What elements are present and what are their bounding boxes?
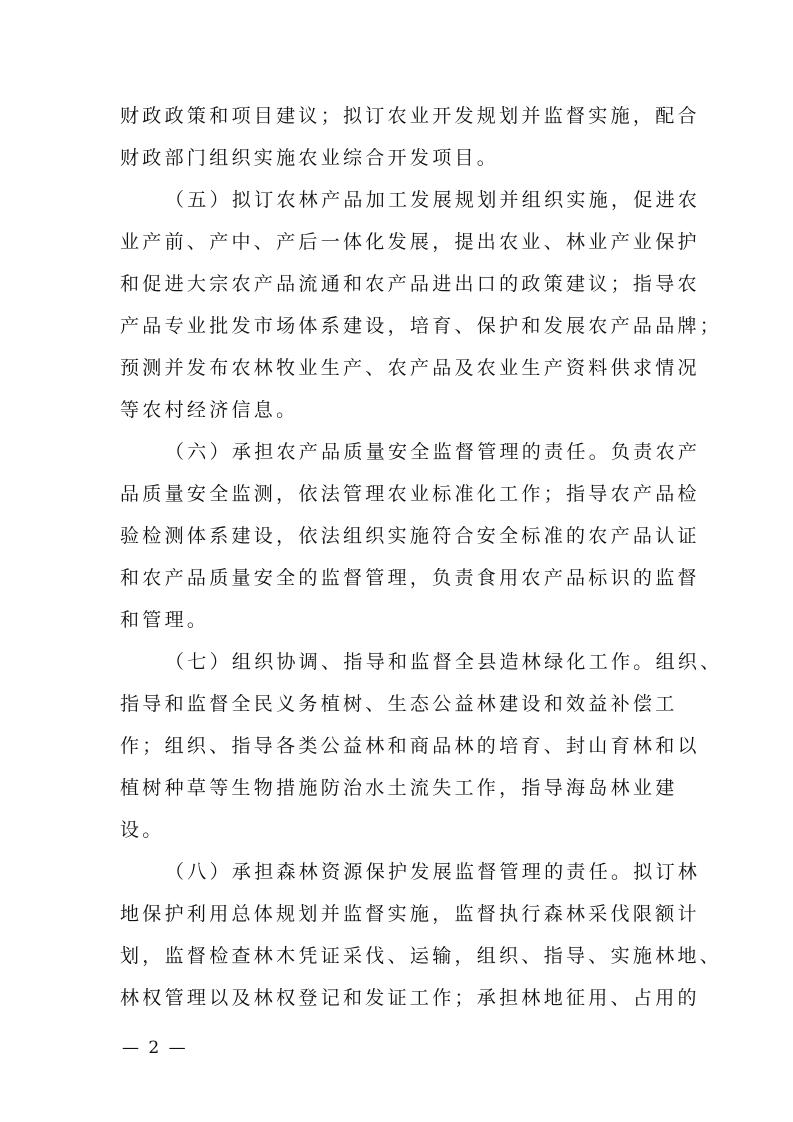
body-text-line: 林权管理以及林权登记和发证工作；承担林地征用、占用的	[120, 987, 700, 1009]
body-text-line: 预测并发布农林牧业生产、农产品及农业生产资料供求情况	[120, 357, 700, 379]
body-text-line: 品质量安全监测，依法管理农业标准化工作；指导农产品检	[120, 483, 700, 505]
body-text-line: 和管理。	[120, 609, 210, 631]
section-seven-heading-line: （七）组织协调、指导和监督全县造林绿化工作。组织、	[165, 651, 723, 673]
body-text-line: 植树种草等生物措施防治水土流失工作，指导海岛林业建	[120, 777, 678, 799]
body-text-line: 设。	[120, 819, 165, 841]
section-six-heading-line: （六）承担农产品质量安全监督管理的责任。负责农产	[165, 441, 701, 463]
body-text-line: 验检测体系建设，依法组织实施符合安全标准的农产品认证	[120, 525, 700, 547]
page-number: — 2 —	[122, 1038, 188, 1058]
body-text-line: 和促进大宗农产品流通和农产品进出口的政策建议；指导农	[120, 273, 700, 295]
body-text-line: 财政政策和项目建议；拟订农业开发规划并监督实施，配合	[120, 105, 700, 127]
body-text-line: 财政部门组织实施农业综合开发项目。	[120, 147, 500, 169]
section-eight-heading-line: （八）承担森林资源保护发展监督管理的责任。拟订林	[165, 861, 701, 883]
body-text-line: 产品专业批发市场体系建设，培育、保护和发展农产品品牌；	[120, 315, 723, 337]
body-text-line: 等农村经济信息。	[120, 399, 299, 421]
body-text-line: 划，监督检查林木凭证采伐、运输，组织、指导、实施林地、	[120, 945, 723, 967]
body-text-line: 作；组织、指导各类公益林和商品林的培育、封山育林和以	[120, 735, 700, 757]
body-text-line: 地保护利用总体规划并监督实施，监督执行森林采伐限额计	[120, 903, 700, 925]
section-five-heading-line: （五）拟订农林产品加工发展规划并组织实施，促进农	[165, 189, 701, 211]
body-text-line: 业产前、产中、产后一体化发展，提出农业、林业产业保护	[120, 231, 700, 253]
body-text-line: 和农产品质量安全的监督管理，负责食用农产品标识的监督	[120, 567, 700, 589]
body-text-line: 指导和监督全民义务植树、生态公益林建设和效益补偿工	[120, 693, 678, 715]
